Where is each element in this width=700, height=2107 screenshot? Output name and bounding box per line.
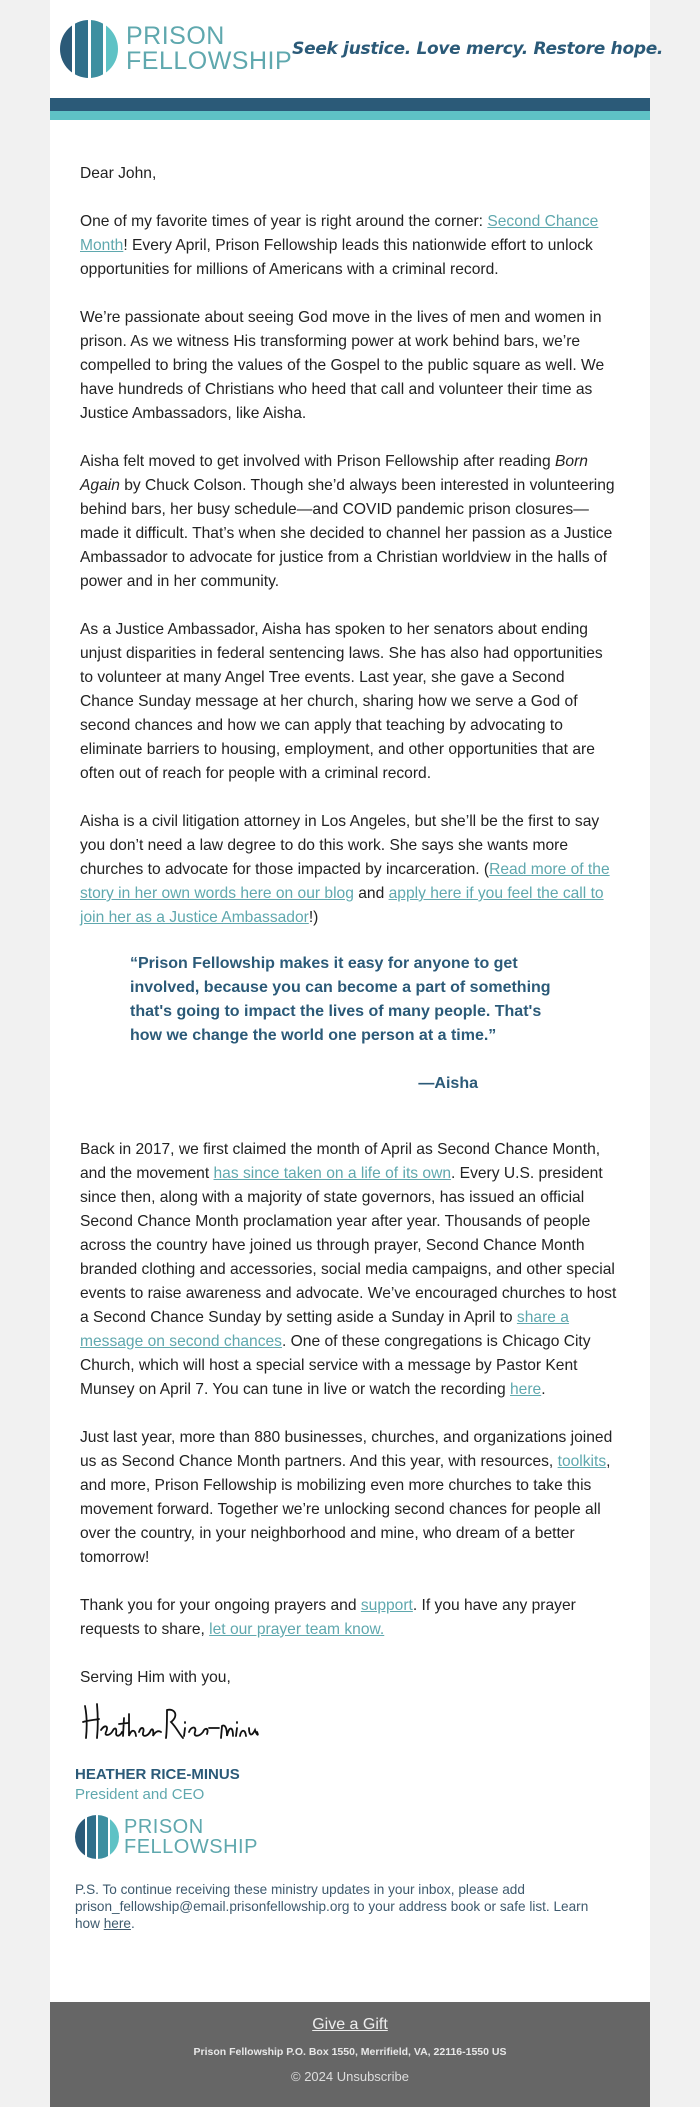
text-span: Just last year, more than 880 businesses, churches, and organizations joined us as Second Chance Month partners. And this year, with resources, bbox=[80, 1429, 613, 1470]
text-span: ! Every April, Prison Fellowship leads this nationwide effort to unlock opportunities for millions of Americans with a criminal record. bbox=[80, 237, 593, 278]
paragraph-2: We’re passionate about seeing God move in the lives of men and women in prison. As we witness His transforming power at work behind bars, we’re compelled to bring the values of the Gospel to the public square as well. We have hundreds of Christians who heed that call and volunteer their time as Justice Ambassadors, like Aisha. bbox=[80, 309, 605, 422]
paragraph-4: As a Justice Ambassador, Aisha has spoken to her senators about ending unjust disparities in federal sentencing laws. She has also had opportunities to volunteer at many Angel Tree events. Last year, she gave a Second Chance Sunday message at her church, sharing how we serve a God of second chances and how we can apply that teaching by advocating to eliminate barriers to housing, employment, and other opportunities that are often out of reach for people with a criminal record. bbox=[80, 621, 603, 782]
text-span: . bbox=[541, 1381, 546, 1398]
second-chance-month-link[interactable]: Second Chance Month bbox=[80, 213, 599, 254]
logo-mark-icon bbox=[60, 20, 118, 78]
signer-name: HEATHER RICE-MINUS bbox=[75, 1766, 240, 1783]
text-span: . One of these congregations is Chicago City Church, which will host a special service with a message by Pastor Kent Munsey on April 7. You can tune in live or watch the recording bbox=[80, 1333, 591, 1398]
movement-link[interactable]: has since taken on a life of its own bbox=[213, 1165, 452, 1182]
handwritten-signature bbox=[79, 1692, 259, 1748]
logo-wordmark bbox=[126, 24, 292, 74]
mailing-address: Prison Fellowship P.O. Box 1550, Merrifield, VA, 22116-1550 US bbox=[193, 2046, 507, 2058]
support-link[interactable]: support bbox=[360, 1597, 413, 1614]
text-span: and bbox=[353, 885, 389, 902]
text-span: Thank you for your ongoing prayers and bbox=[80, 1597, 361, 1614]
header-divider-dark bbox=[50, 98, 650, 111]
postscript bbox=[75, 1881, 618, 1932]
prayer-team-link[interactable]: let our prayer team know. bbox=[209, 1621, 385, 1638]
email-footer bbox=[50, 2002, 650, 2107]
paragraph-7 bbox=[80, 1426, 618, 1570]
learn-how-link[interactable]: here bbox=[103, 1916, 131, 1931]
share-message-link[interactable]: share a message on second chances bbox=[80, 1309, 569, 1350]
text-span: . If you have any prayer requests to share, bbox=[80, 1597, 576, 1638]
email-header bbox=[50, 0, 664, 98]
paragraph-3 bbox=[80, 450, 618, 594]
logo-line-2: FELLOWSHIP bbox=[126, 47, 293, 75]
quote-author: —Aisha bbox=[418, 1075, 478, 1092]
toolkits-link[interactable]: toolkits bbox=[557, 1453, 607, 1470]
text-span: Back in 2017, we first claimed the month of April as Second Chance Month, and the movement bbox=[80, 1141, 601, 1182]
text-span: . bbox=[130, 1916, 135, 1931]
logo-line-1: PRISON bbox=[124, 1816, 204, 1838]
footer-logo[interactable] bbox=[75, 1815, 618, 1859]
closing: Serving Him with you, bbox=[80, 1669, 231, 1686]
text-span: , and more, Prison Fellowship is mobilizing even more churches to take this movement forward. Together we’re unlocking second chances for people all over the country, in your neighborhood and mine, who dream of a better tomorrow! bbox=[80, 1453, 611, 1566]
header-tagline: Seek justice. Love mercy. Restore hope. bbox=[292, 39, 664, 59]
signer-title: President and CEO bbox=[75, 1786, 205, 1803]
text-span: . Every U.S. president since then, along with a majority of state governors, has issued an official Second Chance Month proclamation year after year. Thousands of people across the country have joined us through prayer, Second Chance Month branded clothing and accessories, social media campaigns, and other special events to raise awareness and advocate. We’ve encouraged churches to host a Second Chance Sunday by setting aside a Sunday in April to bbox=[80, 1165, 617, 1326]
copyright-unsubscribe[interactable]: © 2024 Unsubscribe bbox=[291, 2069, 409, 2084]
blog-story-link[interactable]: Read more of the story in her own words here on our blog bbox=[80, 861, 610, 902]
text-span: Aisha is a civil litigation attorney in Los Angeles, but she’ll be the first to say you don’t need a law degree to do this work. She says she wants more churches to advocate for those impacted by incarceration. ( bbox=[80, 813, 600, 878]
logo-wordmark bbox=[124, 1817, 258, 1857]
logo-mark-icon bbox=[75, 1815, 119, 1859]
quote-text: “Prison Fellowship makes it easy for anyone to get involved, because you can become a part of something that's going to impact the lives of many people. That's how we change the world one person at a time.” bbox=[130, 955, 551, 1044]
text-span: !) bbox=[308, 909, 319, 926]
paragraph-8 bbox=[80, 1594, 618, 1642]
paragraph-1 bbox=[80, 210, 618, 282]
paragraph-6 bbox=[80, 1138, 618, 1402]
logo-line-2: FELLOWSHIP bbox=[124, 1836, 258, 1858]
email-container bbox=[50, 0, 664, 2107]
prison-fellowship-logo[interactable] bbox=[60, 20, 292, 78]
text-span: Aisha felt moved to get involved with Prison Fellowship after reading bbox=[80, 453, 555, 470]
logo-line-1: PRISON bbox=[126, 22, 225, 50]
recording-link[interactable]: here bbox=[509, 1381, 542, 1398]
book-title: Born Again bbox=[80, 453, 588, 494]
email-body bbox=[50, 120, 650, 1690]
text-span: by Chuck Colson. Though she’d always been interested in volunteering behind bars, her busy schedule—and COVID pandemic prison closures—made it difficult. That’s when she decided to channel her passion as a Justice Ambassador to advocate for justice from a Christian worldview in the halls of power and in her community. bbox=[80, 477, 615, 590]
pull-quote bbox=[80, 952, 618, 1096]
greeting: Dear John, bbox=[80, 165, 157, 182]
paragraph-5 bbox=[80, 810, 618, 930]
text-span: P.S. To continue receiving these ministry updates in your inbox, please add prison_fellowship@email.prisonfellowship.org to your address book or safe list. Learn how bbox=[75, 1882, 589, 1931]
signature-block bbox=[50, 1690, 650, 1932]
give-a-gift-link[interactable]: Give a Gift bbox=[312, 2016, 388, 2033]
header-divider-teal bbox=[50, 111, 650, 120]
text-span: One of my favorite times of year is right around the corner: bbox=[80, 213, 488, 230]
apply-justice-ambassador-link[interactable]: apply here if you feel the call to join her as a Justice Ambassador bbox=[80, 885, 604, 926]
